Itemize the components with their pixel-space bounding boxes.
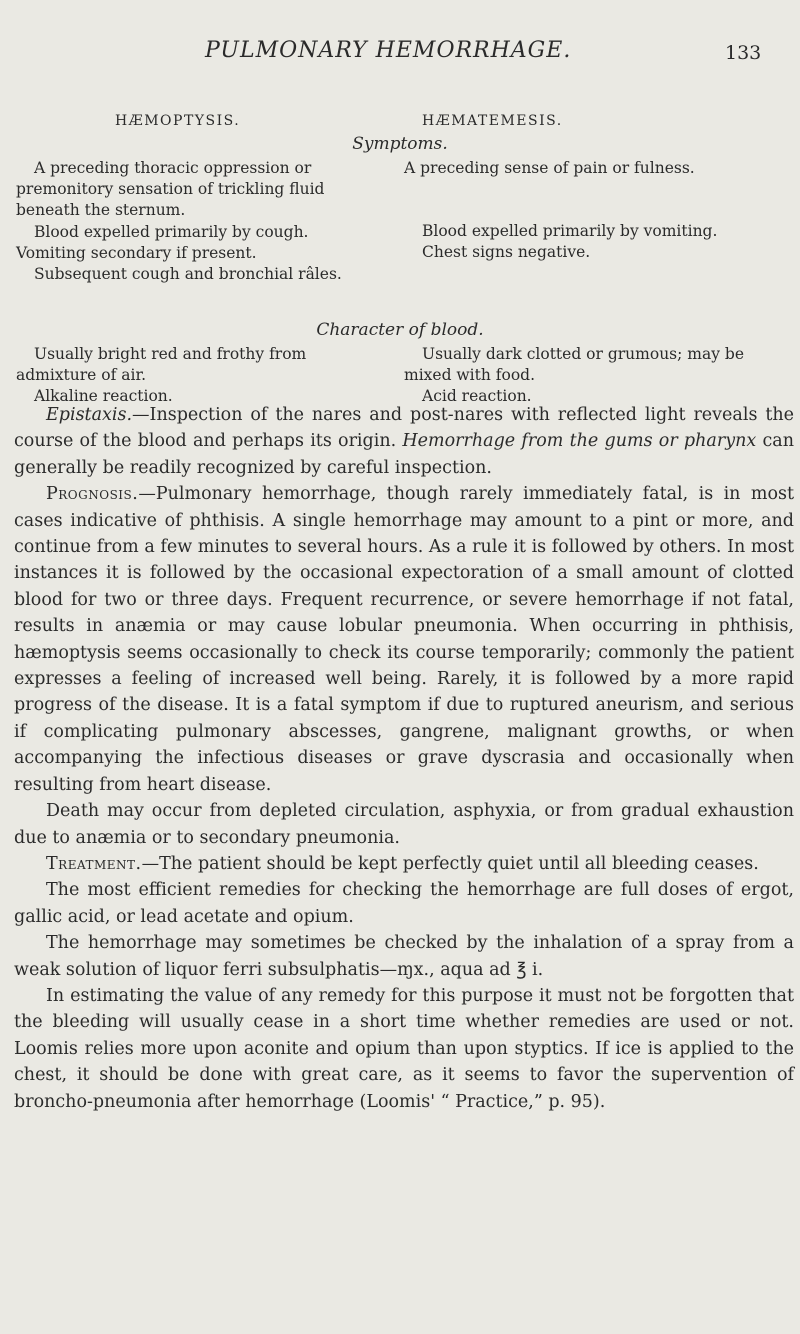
- running-title: PULMONARY HEMORRHAGE.: [205, 38, 572, 63]
- prognosis-paragraph: [14, 481, 794, 798]
- main-text: [14, 402, 794, 1115]
- treatment-text: —The patient should be kept perfectly quiet until all bleeding ceases.: [141, 853, 759, 874]
- symptom-item: Chest signs negative.: [422, 243, 591, 262]
- estimating-paragraph: In estimating the value of any remedy for this purpose it must not be forgotten that the bleeding will usually cease in a short time whether remedies are used or not. Loomis relies more upon aconite and opium than upon styptics. If ice is applied to the chest, it should be done with great care, as it seems to favor the supervention of broncho-pneumonia after hemorrhage (Loomis' “ Practice,” p. 95).: [14, 985, 794, 1112]
- spray-paragraph: The hemorrhage may sometimes be checked by the inhalation of a spray from a weak solution of liquor ferri subsulphatis—ɱx., aqua ad ℥ i.: [14, 933, 794, 980]
- treatment-term: Treatment.: [46, 853, 142, 874]
- haemoptysis-symptoms: [16, 158, 376, 285]
- haemoptysis-heading: HÆMOPTYSIS.: [115, 113, 241, 129]
- remedies-paragraph: The most efficient remedies for checking the hemorrhage are full doses of ergot, gallic acid, or lead acetate and opium.: [14, 880, 794, 927]
- symptom-item: Vomiting secondary if present.: [16, 243, 257, 262]
- symptoms-subheading: Symptoms.: [352, 134, 448, 154]
- character-item: Alkaline reaction.: [34, 387, 173, 406]
- symptom-item: Blood expelled primarily by cough.: [34, 222, 309, 241]
- character-item: Usually bright red and frothy from admixture of air.: [16, 345, 307, 385]
- prognosis-term: Prognosis.: [46, 484, 139, 505]
- character-item: Usually dark clotted or grumous; may be mixed with food.: [404, 345, 744, 385]
- haemoptysis-character: [16, 344, 376, 408]
- hemorrhage-term: Hemorrhage from the gums or pharynx: [402, 431, 757, 452]
- haematemesis-character: [404, 344, 784, 408]
- death-paragraph: Death may occur from depleted circulation, asphyxia, or from gradual exhaustion due to anæmia or to secondary pneumonia.: [14, 801, 794, 848]
- prognosis-text: —Pulmonary hemorrhage, though rarely immediately fatal, is in most cases indicative of phthisis. A single hemorrhage may amount to a pint or more, and continue from a few minutes to several hours. As a rule it is followed by others. In most instances it is followed by the occasional expectoration of a small amount of clotted blood for two or three days. Frequent recurrence, or severe hemorrhage if not fatal, results in anæmia or may cause lobular pneumonia. When occurring in phthisis, hæmoptysis seems occasionally to check its course temporarily; commonly the patient expresses a feeling of increased well being. Rarely, it is followed by a more rapid progress of the disease. It is a fatal symptom if due to ruptured aneurism, and serious if complicating pulmonary abscesses, gangrene, malignant growths, or when accompanying the infectious diseases or grave dyscrasia and occasionally when resulting from heart disease.: [14, 484, 794, 795]
- symptom-item: Subsequent cough and bronchial râles.: [34, 265, 342, 284]
- character-subheading: Character of blood.: [316, 320, 484, 340]
- haematemesis-symptoms: [404, 158, 784, 264]
- symptom-item: A preceding sense of pain or fulness.: [404, 159, 695, 177]
- treatment-paragraph: [14, 851, 794, 877]
- epistaxis-paragraph: [14, 402, 794, 481]
- hemorrhage-text: can generally be readily recognized by careful inspection.: [14, 431, 794, 478]
- epistaxis-term: Epistaxis.: [46, 405, 133, 425]
- epistaxis-text: —Inspection of the nares and post-nares with reflected light reveals the course of the blood and perhaps its origin.: [14, 405, 794, 452]
- page-number: 133: [725, 42, 762, 64]
- haematemesis-heading: HÆMATEMESIS.: [422, 113, 563, 129]
- character-item: Acid reaction.: [422, 387, 532, 406]
- symptom-item: A preceding thoracic oppression or premonitory sensation of trickling fluid beneath the sternum.: [16, 159, 325, 220]
- symptom-item: Blood expelled primarily by vomiting.: [422, 222, 718, 241]
